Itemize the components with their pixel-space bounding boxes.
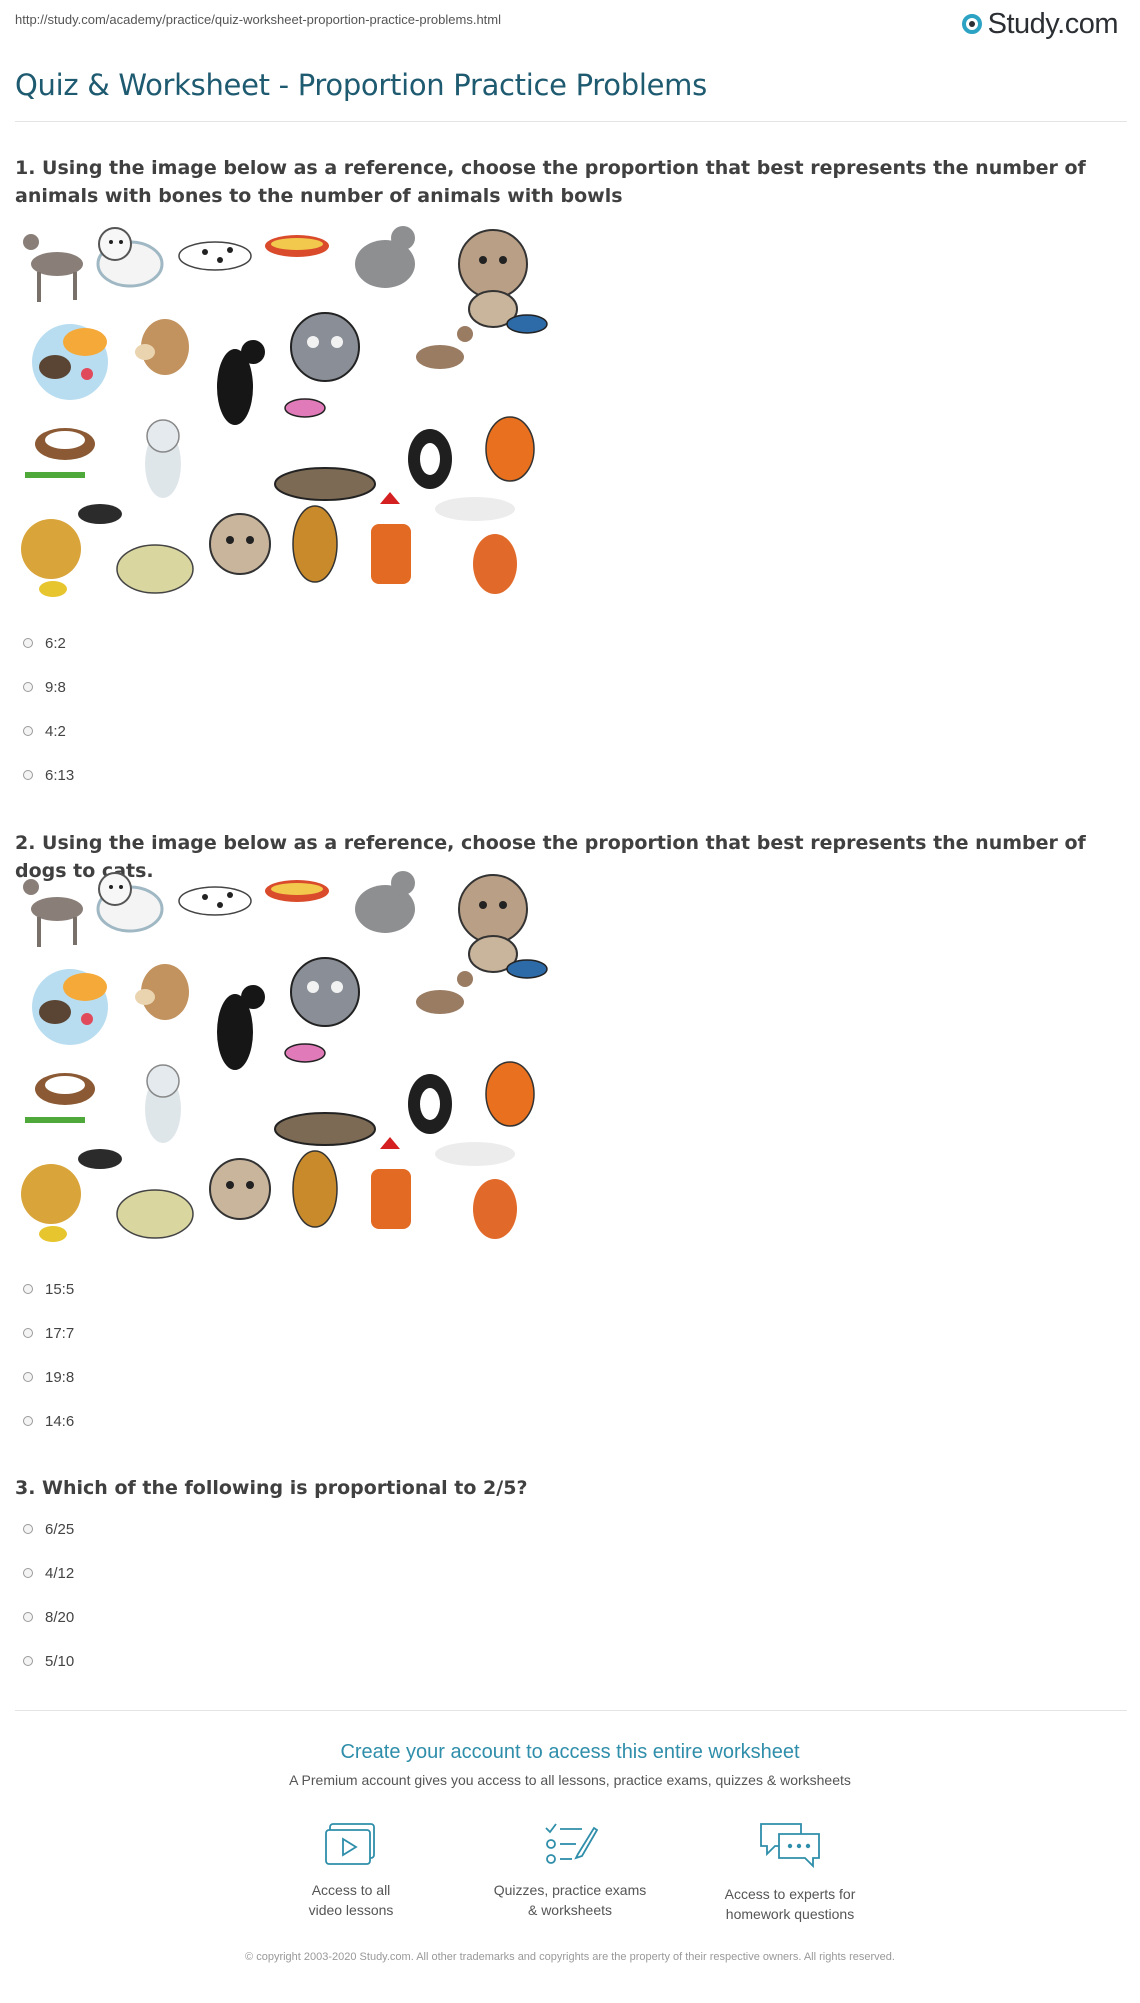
question-2-option-b[interactable] xyxy=(23,1322,74,1344)
question-3-text: 3. Which of the following is proportional to 2/5? xyxy=(15,1477,528,1499)
feature-label: Quizzes, practice exams & worksheets xyxy=(493,1882,647,1918)
radio-button[interactable] xyxy=(23,726,33,736)
question-1-option-c[interactable] xyxy=(23,720,66,742)
option-label: 4:2 xyxy=(45,722,66,740)
question-3-option-b[interactable] xyxy=(23,1562,74,1584)
question-2-image xyxy=(15,869,555,1259)
question-1-text: 1. Using the image below as a reference, choose the proportion that best represents the number of animals with bones to the number of animals with bowls xyxy=(15,157,1086,207)
option-label: 6/25 xyxy=(45,1520,75,1538)
option-label: 6:2 xyxy=(45,634,66,652)
footer-divider xyxy=(15,1710,1127,1711)
radio-button[interactable] xyxy=(23,682,33,692)
radio-button[interactable] xyxy=(23,1328,33,1338)
question-3-option-d[interactable] xyxy=(23,1650,74,1672)
question-1-option-a[interactable] xyxy=(23,632,66,654)
option-label: 17:7 xyxy=(45,1324,75,1342)
video-icon xyxy=(241,1820,461,1868)
study-logo-icon xyxy=(961,13,983,35)
option-label: 19:8 xyxy=(45,1368,75,1386)
option-label: 5/10 xyxy=(45,1652,75,1670)
radio-button[interactable] xyxy=(23,1612,33,1622)
copyright-text: © copyright 2003-2020 Study.com. All other trademarks and copyrights are the property of their respective owners. All rights reserved. xyxy=(245,1951,895,1963)
radio-button[interactable] xyxy=(23,1284,33,1294)
question-1-image xyxy=(15,224,555,614)
option-label: 6:13 xyxy=(45,766,75,784)
header-divider xyxy=(15,121,1127,122)
cta-subtitle: A Premium account gives you access to all lessons, practice exams, quizzes & worksheets xyxy=(289,1772,851,1788)
radio-button[interactable] xyxy=(23,1524,33,1534)
option-label: 14:6 xyxy=(45,1412,75,1430)
study-logo[interactable] xyxy=(961,7,1118,41)
page-url: http://study.com/academy/practice/quiz-worksheet-proportion-practice-problems.html xyxy=(15,12,502,27)
radio-button[interactable] xyxy=(23,1372,33,1382)
logo-text: Study.com xyxy=(987,7,1118,40)
checklist-icon xyxy=(460,1820,680,1868)
radio-button[interactable] xyxy=(23,638,33,648)
question-1-option-d[interactable] xyxy=(23,764,74,786)
option-label: 8/20 xyxy=(45,1608,75,1626)
page-title: Quiz & Worksheet - Proportion Practice Problems xyxy=(15,68,707,102)
option-label: 4/12 xyxy=(45,1564,75,1582)
feature-quizzes[interactable] xyxy=(460,1820,680,1920)
chat-icon xyxy=(680,1820,900,1872)
option-label: 15:5 xyxy=(45,1280,75,1298)
question-3-option-a[interactable] xyxy=(23,1518,74,1540)
question-1-option-b[interactable] xyxy=(23,676,66,698)
radio-button[interactable] xyxy=(23,1416,33,1426)
question-3-option-c[interactable] xyxy=(23,1606,74,1628)
feature-label: Access to experts for homework questions xyxy=(724,1886,856,1922)
cta-title-link[interactable]: Create your account to access this entire worksheet xyxy=(340,1741,800,1763)
question-2-text: 2. Using the image below as a reference, choose the proportion that best represents the number of dogs to cats. xyxy=(15,832,1086,882)
feature-video-lessons[interactable] xyxy=(241,1820,461,1920)
question-2-option-a[interactable] xyxy=(23,1278,74,1300)
feature-label: Access to all video lessons xyxy=(308,1882,394,1918)
question-2-option-c[interactable] xyxy=(23,1366,74,1388)
radio-button[interactable] xyxy=(23,1568,33,1578)
feature-experts[interactable] xyxy=(680,1820,900,1924)
question-2-option-d[interactable] xyxy=(23,1410,74,1432)
option-label: 9:8 xyxy=(45,678,66,696)
radio-button[interactable] xyxy=(23,1656,33,1666)
radio-button[interactable] xyxy=(23,770,33,780)
